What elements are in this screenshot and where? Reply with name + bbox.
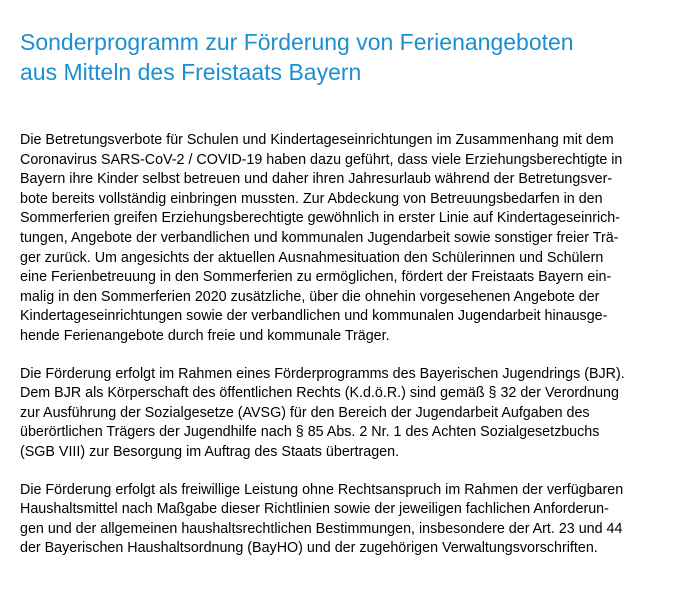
paragraph-1-line-6: tungen, Angebote der verbandlichen und kommunalen Jugendarbeit sowie sonstiger freier Trä- xyxy=(20,229,619,246)
paragraph-3 xyxy=(20,481,671,559)
paragraph-2-line-2: Dem BJR als Körperschaft des öffentlichen Rechts (K.d.ö.R.) sind gemäß § 32 der Verordnung xyxy=(20,385,619,402)
paragraph-1-line-11: hende Ferienangebote durch freie und kommunale Träger. xyxy=(20,327,390,344)
paragraph-2 xyxy=(20,365,671,463)
paragraph-1-line-10: Kindertageseinrichtungen sowie der verbandlichen und kommunalen Jugendarbeit hinausge- xyxy=(20,308,608,325)
paragraph-1-line-2: Coronavirus SARS-CoV-2 / COVID-19 haben dazu geführt, dass viele Erziehungsberechtigte in xyxy=(20,151,623,168)
paragraph-3-line-3: gen und der allgemeinen haushaltsrechtlichen Bestimmungen, insbesondere der Art. 23 und 44 xyxy=(20,520,623,537)
paragraph-2-line-4: überörtlichen Trägers der Jugendhilfe nach § 85 Abs. 2 Nr. 1 des Achten Sozialgesetzbuchs xyxy=(20,424,600,441)
paragraph-1-line-7: ger zurück. Um angesichts der aktuellen Ausnahmesituation den Schülerinnen und Schülern xyxy=(20,249,604,266)
paragraph-1-line-4: bote bereits vollständig einbringen mussten. Zur Abdeckung von Betreuungsbedarfen in den xyxy=(20,190,603,207)
paragraph-1-line-3: Bayern ihre Kinder selbst betreuen und daher ihren Jahresurlaub während der Betretungsver- xyxy=(20,171,613,188)
paragraph-2-line-5: (SGB VIII) zur Besorgung im Auftrag des Staats übertragen. xyxy=(20,443,400,460)
paragraph-1-line-8: eine Ferienbetreuung in den Sommerferien zu ermöglichen, fördert der Freistaats Bayern ein- xyxy=(20,269,612,286)
paragraph-1-line-9: malig in den Sommerferien 2020 zusätzliche, über die ohnehin vorgesehenen Angebote der xyxy=(20,288,600,305)
paragraph-1-line-5: Sommerferien greifen Erziehungsberechtigte gewöhnlich in erster Linie auf Kindertageseinrich- xyxy=(20,210,621,227)
title-line-2: aus Mitteln des Freistaats Bayern xyxy=(20,59,362,85)
paragraph-2-line-3: zur Ausführung der Sozialgesetze (AVSG) für den Bereich der Jugendarbeit Aufgaben des xyxy=(20,404,590,421)
paragraph-3-line-4: der Bayerischen Haushaltsordnung (BayHO) und der zugehörigen Verwaltungsvorschriften. xyxy=(20,540,598,557)
title-line-1: Sonderprogramm zur Förderung von Ferienangeboten xyxy=(20,29,574,55)
paragraph-1-line-1: Die Betretungsverbote für Schulen und Kindertageseinrichtungen im Zusammenhang mit dem xyxy=(20,132,614,148)
paragraph-3-line-2: Haushaltsmittel nach Maßgabe dieser Richtlinien sowie der jeweiligen fachlichen Anforderun- xyxy=(20,501,609,518)
paragraph-1 xyxy=(20,131,671,347)
paragraph-2-line-1: Die Förderung erfolgt im Rahmen eines Förderprogramms des Bayerischen Jugendrings (BJR). xyxy=(20,365,625,382)
document-body xyxy=(20,131,671,559)
paragraph-3-line-1: Die Förderung erfolgt als freiwillige Leistung ohne Rechtsanspruch im Rahmen der verfügbaren xyxy=(20,481,624,498)
document-title xyxy=(20,27,671,87)
